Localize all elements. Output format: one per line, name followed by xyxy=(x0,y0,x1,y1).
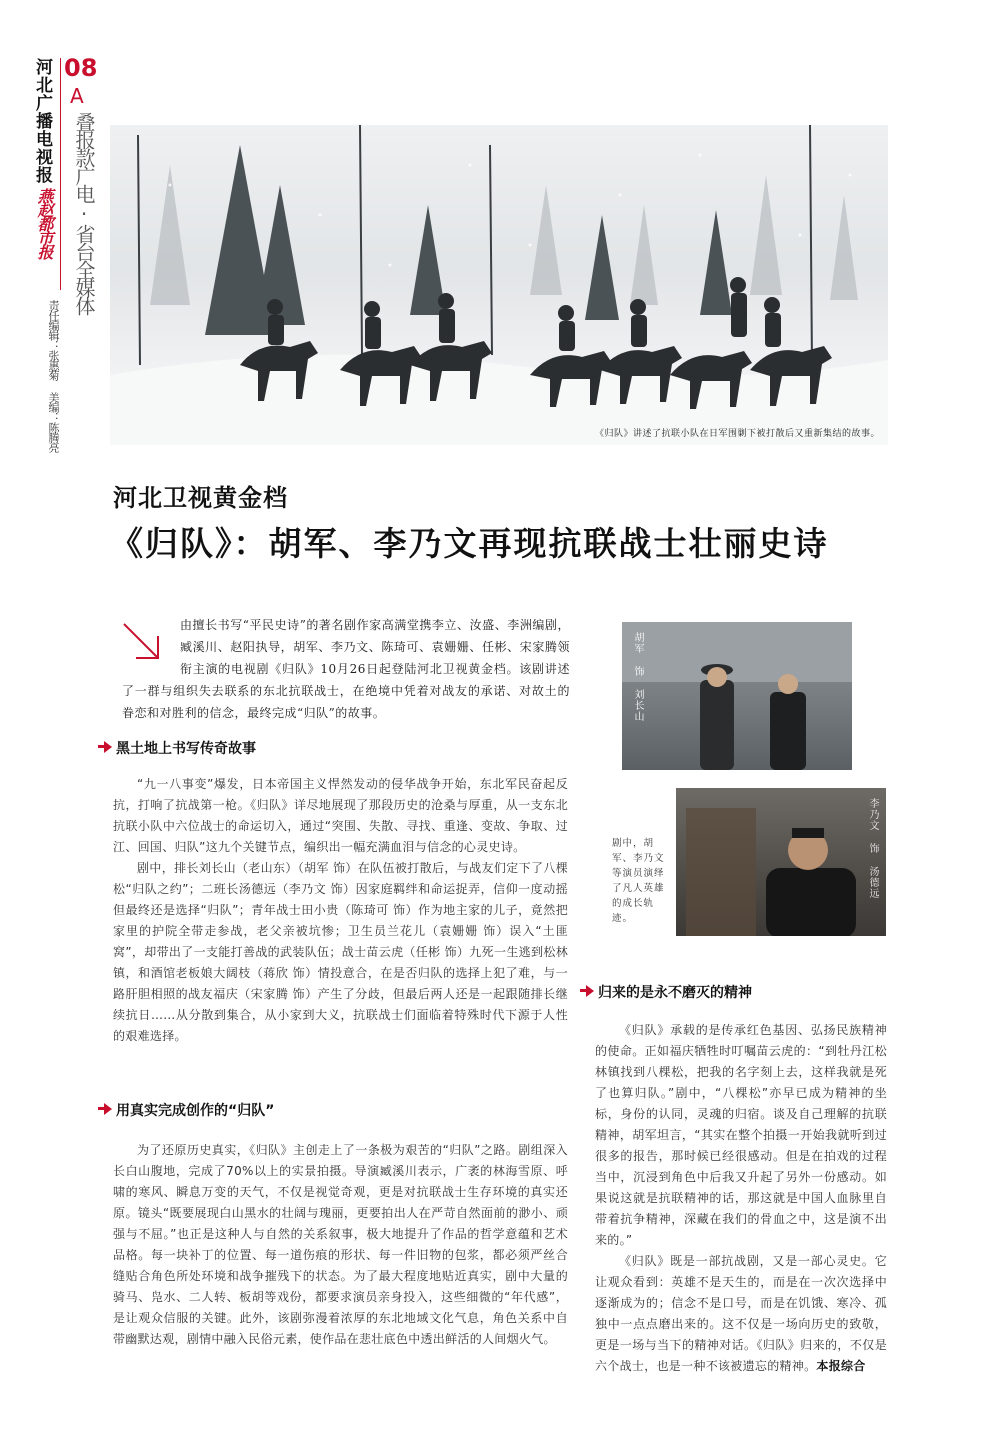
kicker: 河北卫视黄金档 xyxy=(113,483,288,512)
section-heading-text: 归来的是永不磨灭的精神 xyxy=(598,985,752,1001)
section-heading-2 xyxy=(98,1100,274,1120)
arrow-marker-icon xyxy=(580,985,594,999)
article-signature: 本报综合 xyxy=(816,1359,866,1373)
lead-paragraph: 由擅长书写“平民史诗”的著名剧作家高满堂携李立、汝盛、李洲编剧，臧溪川、赵阳执导，胡军、李乃文、陈琦可、袁姗姗、任彬、宋家腾领衔主演的电视剧《归队》10月26日起登陆河北卫视黄金档。该剧讲述了一群与组织失去联系的东北抗联战士，在绝境中凭着对战友的承诺、对故土的眷恋和对胜利的信念，最终完成“归队”的故事。 xyxy=(122,618,570,720)
paper-name: 河北广播电视报 xyxy=(32,58,52,184)
photo-li-naiwen xyxy=(676,788,886,936)
section-heading-text: 用真实完成创作的“归队” xyxy=(116,1103,275,1119)
headline: 《归队》：胡军、李乃文再现抗联战士壮丽史诗 xyxy=(110,524,829,563)
editor-credit: 责任编辑：张惠菊 美编：陈腾亮 xyxy=(47,300,60,452)
section-body-1 xyxy=(113,774,568,1047)
paper-brand-logo: 燕赵都市报 xyxy=(35,188,54,258)
photo-hu-jun xyxy=(622,622,852,770)
photo1-label: 胡军 饰 刘长山 xyxy=(632,632,643,722)
photo-caption: 剧中，胡军、李乃文等演员演绎了凡人英雄的成长轨迹。 xyxy=(612,838,665,924)
paragraph: 剧中，排长刘长山（老山东）（胡军 饰）在队伍被打散后，与战友们定下了八棵松“归队之约”；二班长汤德远（李乃文 饰）因家庭羁绊和命运捉弄，信仰一度动摇但最终还是选择“归队”；青年战士田小贵（陈琦可 饰）作为地主家的儿子，竟然把家里的护院全带走参战，老父亲被坑惨；卫生员兰花儿（袁姗姗 饰）误入“土匪窝”，却带出了一支能打善战的武装队伍；战士苗云虎（任彬 饰）九死一生逃到松林镇，和酒馆老板娘大阔枝（蒋欣 饰）情投意合，在是否归队的选择上犯了难，与一路肝胆相照的战友福庆（宋家腾 饰）产生了分歧，但最后两人还是一起跟随排长继续抗日……从分散到集合，从小家到大义，抗联战士们面临着特殊时代下源于人性的艰难选择。 xyxy=(113,861,568,1043)
paragraph xyxy=(595,1251,887,1377)
paragraph: 《归队》承载的是传承红色基因、弘扬民族精神的使命。正如福庆牺牲时叮嘱苗云虎的：“到牡丹江松林镇找到八棵松，把我的名字刻上去，这样我就是死了也算归队。”剧中，“八棵松”亦早已成为精神的坐标，身份的认同，灵魂的归宿。谈及自己理解的抗联精神，胡军坦言，“其实在整个拍摄一开始我就听到过很多的报告，那时候已经很感动。但是在拍戏的过程当中，沉浸到角色中后我又升起了另外一份感动。如果说这就是抗联精神的话，那这就是中国人血脉里自带着抗争精神，深藏在我们的骨血之中，这是演不出来的。” xyxy=(595,1023,887,1247)
masthead-divider xyxy=(60,58,61,290)
paragraph: “九一八事变”爆发，日本帝国主义悍然发动的侵华战争开始，东北军民奋起反抗，打响了抗战第一枪。《归队》详尽地展现了那段历史的沧桑与厚重，从一支东北抗联小队中六位战士的命运切入，通过“突围、失散、寻找、重逢、变故、争取、过江、回国、归队”这九个关键节点，编织出一幅充满血泪与信念的心灵史诗。 xyxy=(113,777,568,854)
photo2-label: 李乃文 饰 汤德远 xyxy=(867,798,878,899)
hero-photo xyxy=(110,125,888,445)
section-body-3 xyxy=(595,1020,887,1377)
arrow-marker-icon xyxy=(98,1103,112,1117)
section-heading-3 xyxy=(580,982,752,1002)
section-letter: A xyxy=(70,84,84,108)
hero-caption: 《归队》讲述了抗联小队在日军围剿下被打散后又重新集结的故事。 xyxy=(594,429,880,439)
section-body-2 xyxy=(113,1140,568,1350)
section-heading-1 xyxy=(98,738,256,758)
arrow-marker-icon xyxy=(98,741,112,755)
section-heading-text: 黑土地上书写传奇故事 xyxy=(116,741,256,757)
paragraph: 为了还原历史真实，《归队》主创走上了一条极为艰苦的“归队”之路。剧组深入长白山腹地，完成了70%以上的实景拍摄。导演臧溪川表示，广袤的林海雪原、呼啸的寒风、瞬息万变的天气，不仅是视觉奇观，更是对抗联战士生存环境的真实还原。镜头“既要展现白山黑水的壮阔与瑰丽，更要拍出人在严苛自然面前的渺小、顽强与不屈。”也正是这种人与自然的关系叙事，极大地提升了作品的哲学意蕴和艺术品格。每一块补丁的位置、每一道伤痕的形状、每一件旧物的包浆，都必须严丝合缝贴合角色所处环境和战争摧残下的状态。为了最大程度地贴近真实，剧中大量的骑马、凫水、二人转、板胡等戏份，都要求演员亲身投入，这些细微的“年代感”，是让观众信服的关键。此外，该剧弥漫着浓厚的东北地域文化气息，角色关系中自带幽默达观，剧情中融入民俗元素，使作品在悲壮底色中透出鲜活的人间烟火气。 xyxy=(113,1143,568,1346)
paragraph-text: 《归队》既是一部抗战剧，又是一部心灵史。它让观众看到：英雄不是天生的，而是在一次次选择中逐渐成为的；信念不是口号，而是在饥饿、寒冷、孤独中一点点磨出来的。这不仅是一场向历史的致敬，更是一场与当下的精神对话。《归队》归来的，不仅是六个战士，也是一种不该被遗忘的精神。 xyxy=(595,1254,887,1373)
page-number: 08 xyxy=(64,54,98,82)
snow-forest-illustration xyxy=(110,125,888,445)
section-tag: 叠报款广电·省台全媒体 xyxy=(72,112,96,314)
